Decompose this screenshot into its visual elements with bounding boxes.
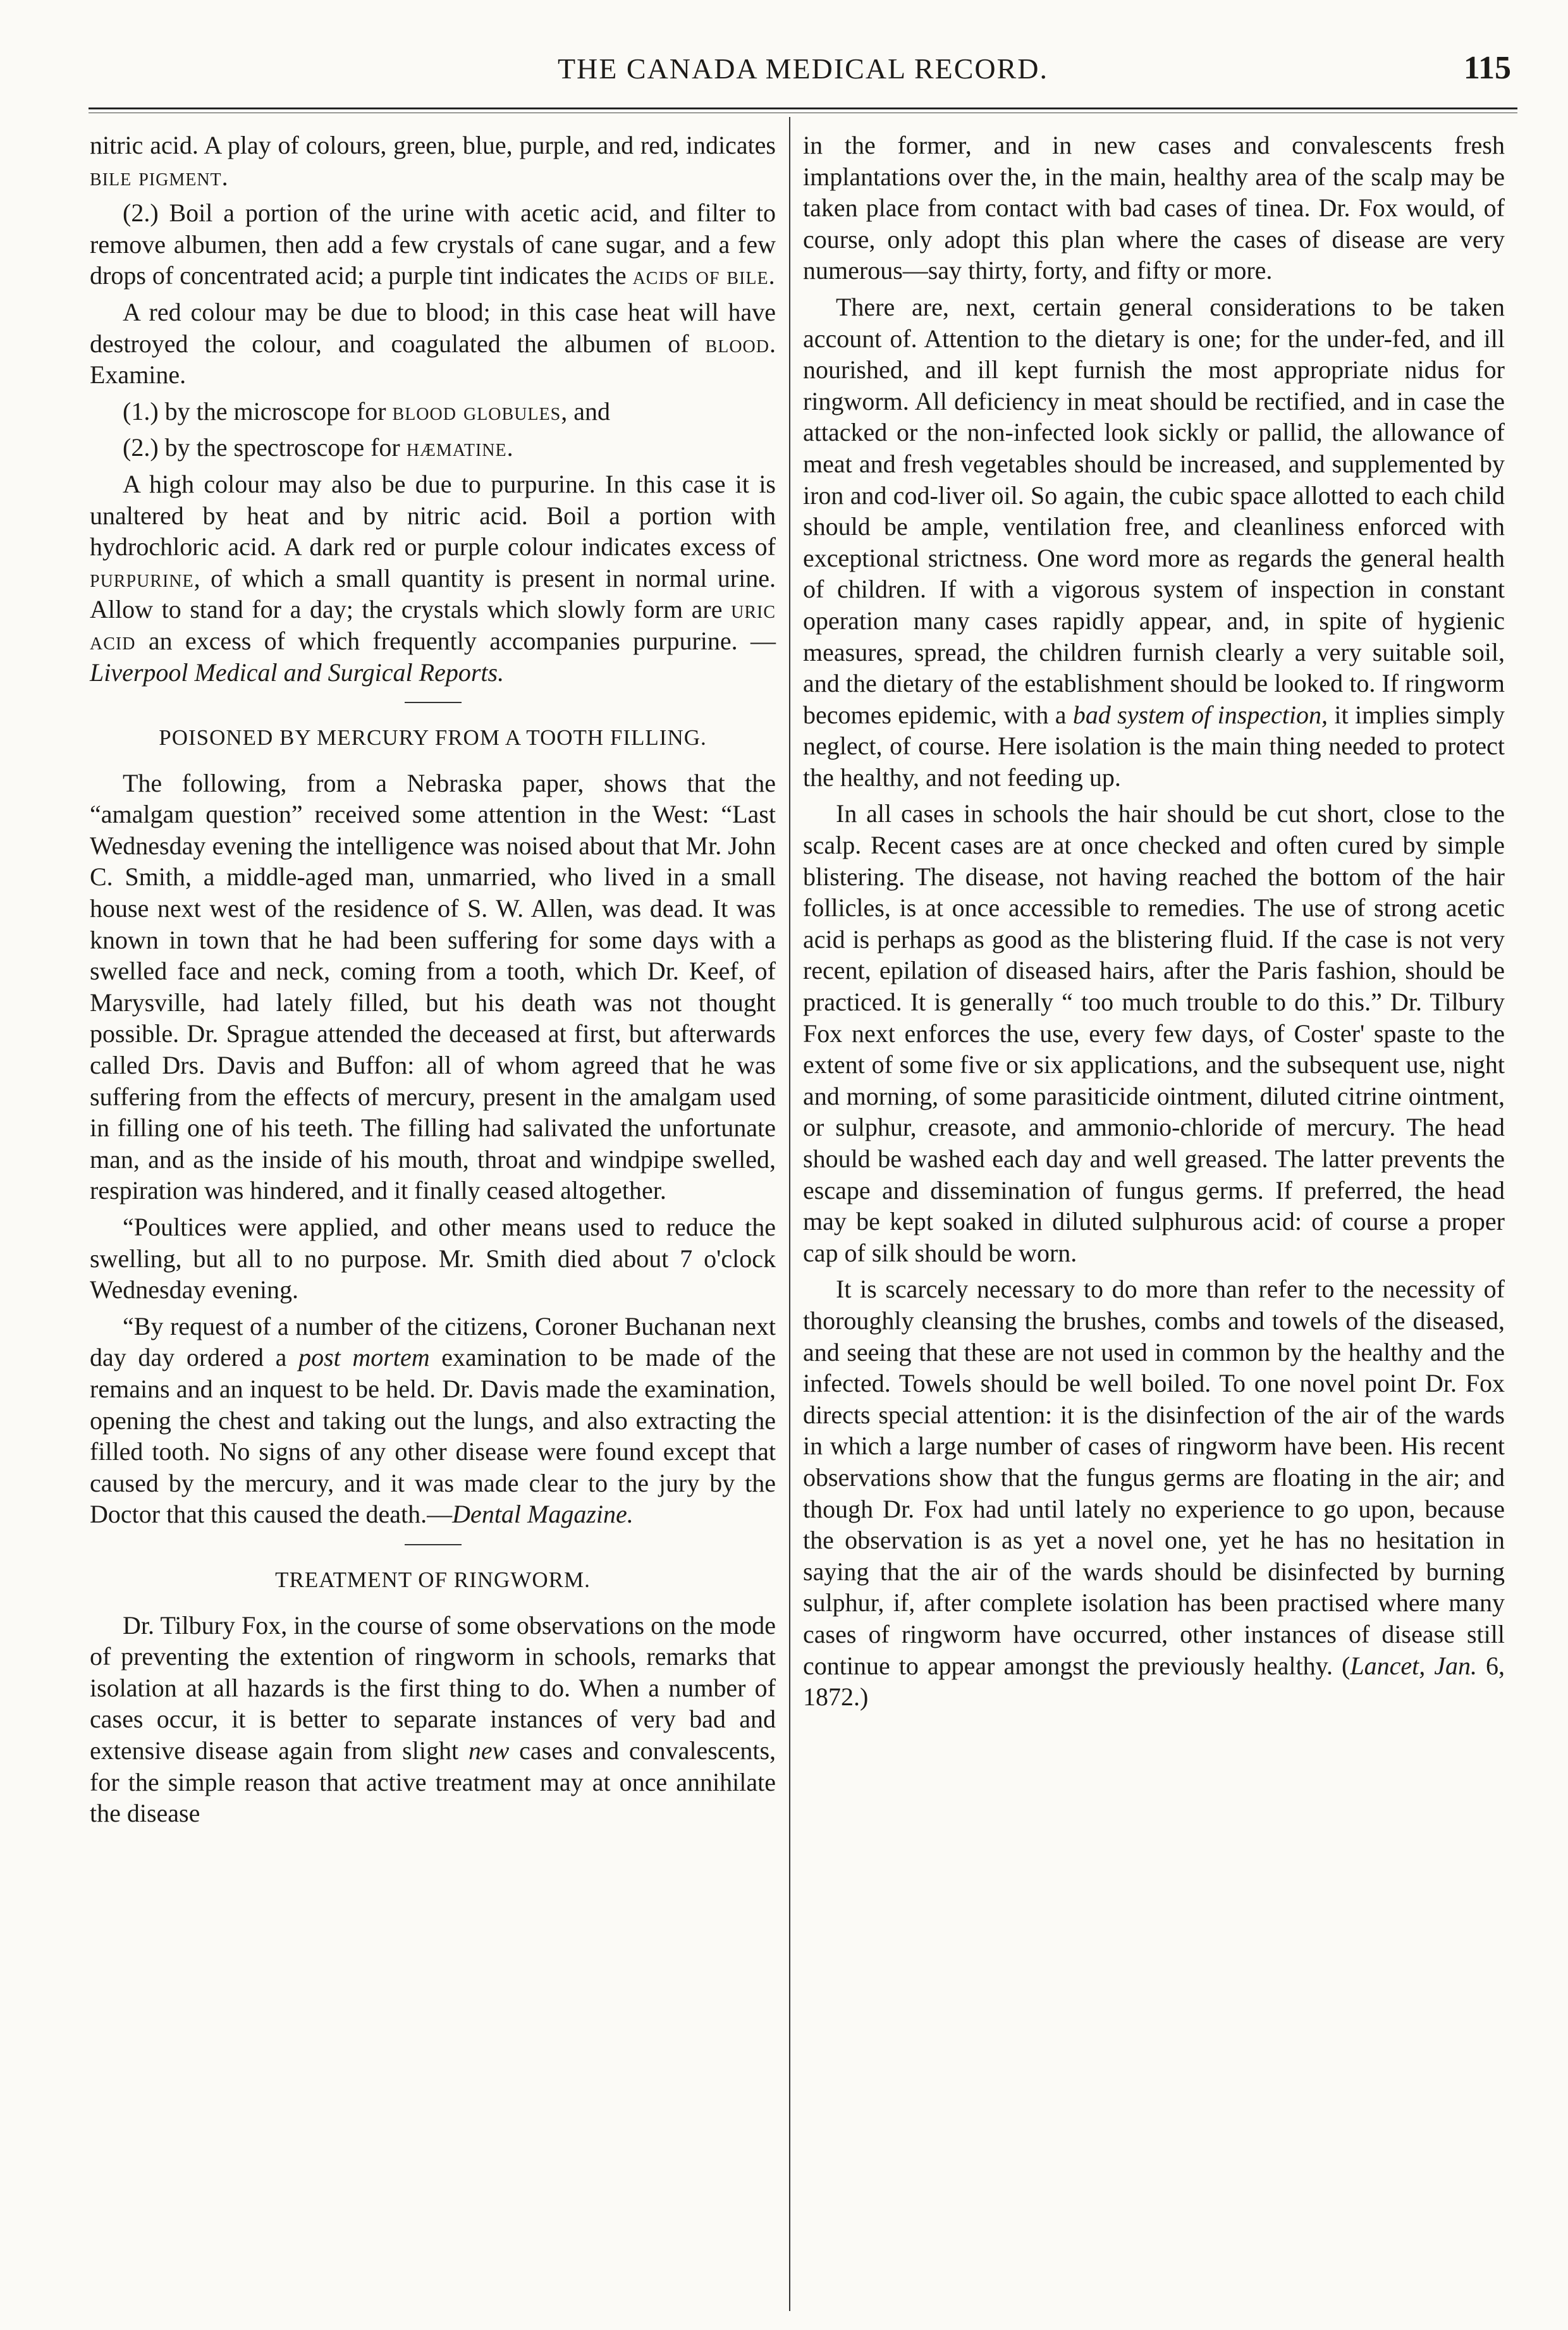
running-title: THE CANADA MEDICAL RECORD. bbox=[557, 52, 1049, 85]
citation: Liverpool Medical and Surgical Reports. bbox=[90, 658, 505, 687]
small-caps-term: bile pigment bbox=[90, 162, 222, 191]
paragraph: (1.) by the microscope for blood globules, and bbox=[123, 396, 610, 426]
column-divider bbox=[789, 117, 790, 2311]
paragraph: in the former, and in new cases and convalescents fresh implantations over the, in the main, healthy area of the scalp may be taken place from contact with bad cases of tinea. Dr. Fox would, of course, only adopt this plan where the cases of disease are very numerous—say thirty, forty, and fifty or more. bbox=[803, 131, 1505, 285]
paragraph: nitric acid. A play of colours, green, blue, purple, and red, indicates bile pigment. bbox=[90, 131, 776, 191]
citation: Dental Magazine. bbox=[452, 1500, 634, 1529]
paragraph: A high colour may also be due to purpurine. In this case it is unaltered by heat and by nitric acid. Boil a portion with hydrochloric acid. A dark red or purple colour indicates excess of purpurine, of which a small quantity is present in normal urine. Allow to stand for a day; the crystals which slowly form are uric acid an excess of which frequently accompanies purpurine. — Liverpool Medical and Surgical Reports. bbox=[90, 469, 776, 687]
paragraph: It is scarcely necessary to do more than refer to the necessity of thoroughly cleansing the brushes, combs and towels of the diseased, and seeing that these are not used in common by the healthy and the infected. Towels should be well boiled. To one novel point Dr. Fox directs special attention: it is the disinfection of the air of the wards in which a large number of cases of ringworm have been. His recent observations show that the fungus germs are floating in the air; and though Dr. Fox had until lately no experience to go upon, because the observation is as yet a novel one, yet he has no hesitation in saying that the air of the wards should be disinfected by burning sulphur, if, after complete isolation has been practised where many cases of ringworm have occurred, other instances of disease still continue to appear amongst the previously healthy. (Lancet, Jan. 6, 1872.) bbox=[803, 1275, 1505, 1712]
small-caps-term: blood globules bbox=[392, 396, 561, 426]
page-number: 115 bbox=[1463, 50, 1511, 86]
paragraph: “By request of a number of the citizens, Coroner Buchanan next day day ordered a post mortem examination to be made of the remains and an inquest to be held. Dr. Davis made the examination, opening the chest and taking out the lungs, and also extracting the filled tooth. No signs of any other disease were found except that caused by the mercury, and it was made clear to the jury by the Doctor that this caused the death.—Dental Magazine. bbox=[90, 1311, 776, 1529]
article-heading: POISONED BY MERCURY FROM A TOOTH FILLING. bbox=[159, 725, 707, 751]
small-caps-term: hæmatine bbox=[406, 433, 507, 462]
paragraph: In all cases in schools the hair should be cut short, close to the scalp. Recent cases are at once checked and often cured by simple blistering. The disease, not having reached the bottom of the hair follicles, is at once accessible to remedies. The use of strong acetic acid is perhaps as good as the blistering fluid. If the case is not very recent, epilation of diseased hairs, after the Paris fashion, should be practiced. It is generally “ too much trouble to do this.” Dr. Tilbury Fox next enforces the use, every few days, of Coster' spaste to the extent of some five or six applications, and the subsequent use, night and morning, of some parasiticide ointment, diluted citrine ointment, or sulphur, creasote, and ammonio-chloride of mercury. The head should be washed each day and well greased. The latter prevents the escape and dissemination of fungus germs. If preferred, the head may be kept soaked in diluted sulphurous acid: of course a proper cap of silk should be worn. bbox=[803, 799, 1505, 1267]
article-heading: TREATMENT OF RINGWORM. bbox=[275, 1567, 591, 1592]
small-caps-term: acids of bile bbox=[632, 261, 769, 290]
paragraph: The following, from a Nebraska paper, shows that the “amalgam question” received some attention in the West: “Last Wednesday evening the intelligence was noised about that Mr. John C. Smith, a middle-aged man, unmarried, who lived in a small house next west of the residence of S. W. Allen, was dead. It was known in town that he had been suffering for some days with a swelled face and neck, coming from a tooth, which Dr. Keef, of Marysville, had lately filled, but his death was not thought possible. Dr. Sprague attended the deceased at first, but afterwards called Drs. Davis and Buffon: all of whom agreed that he was suffering from the effects of mercury, present in the amalgam used in filling one of his teeth. The filling had salivated the unfortunate man, and as the inside of his mouth, throat and windpipe swelled, respiration was hindered, and it finally ceased altogether. bbox=[90, 768, 776, 1205]
paragraph: (2.) by the spectroscope for hæmatine. bbox=[123, 433, 513, 462]
small-caps-term: purpurine bbox=[90, 563, 194, 592]
paragraph: There are, next, certain general considerations to be taken account of. Attention to the dietary is one; for the under-fed, and ill nourished, and ill kept furnish the most appropriate nidus for ringworm. All deficiency in meat should be rectified, and in case the attacked or the non-infected look sickly or pallid, the allowance of meat and fresh vegetables should be increased, and supplemented by iron and cod-liver oil. So again, the cubic space allotted to each child should be ample, ventilation free, and cleanliness enforced with exceptional strictness. One word more as regards the general health of children. If with a vigorous system of inspection in constant operation many cases rapidly appear, and, in spite of hygienic measures, spread, the children furnish clearly a very suitable soil, and the dietary of the establishment should be looked to. If ringworm becomes epidemic, with a bad system of inspection, it implies simply neglect, of course. Here isolation is the main thing needed to protect the healthy, and not feeding up. bbox=[803, 292, 1505, 792]
emphasis: bad system of inspection, bbox=[1072, 700, 1328, 729]
small-caps-term: blood bbox=[705, 329, 769, 358]
page-header bbox=[89, 52, 1517, 96]
small-caps-term: uric acid bbox=[90, 595, 776, 655]
section-divider bbox=[405, 1544, 462, 1545]
emphasis: new bbox=[468, 1736, 510, 1765]
header-rule bbox=[89, 107, 1517, 109]
left-column bbox=[90, 130, 776, 1834]
citation: Lancet, Jan. bbox=[1350, 1651, 1477, 1680]
right-column bbox=[803, 130, 1505, 1718]
paragraph: “Poultices were applied, and other means used to reduce the swelling, but all to no purpose. Mr. Smith died about 7 o'clock Wednesday evening. bbox=[90, 1213, 776, 1304]
paragraph: (2.) Boil a portion of the urine with acetic acid, and filter to remove albumen, then add a few crystals of cane sugar, and a few drops of concentrated acid; a purple tint indicates the acids of bile. bbox=[90, 199, 776, 290]
paragraph: Dr. Tilbury Fox, in the course of some observations on the mode of preventing the extention of ringworm in schools, remarks that isolation at all hazards is the first thing to do. When a number of cases occur, it is better to separate instances of very bad and extensive disease again from slight new cases and convalescents, for the simple reason that active treatment may at once annihilate the disease bbox=[90, 1610, 776, 1828]
latin-term: post mortem bbox=[298, 1343, 430, 1372]
paragraph: A red colour may be due to blood; in this case heat will have destroyed the colour, and coagulated the albumen of blood. Examine. bbox=[90, 297, 776, 389]
section-divider bbox=[405, 702, 462, 703]
